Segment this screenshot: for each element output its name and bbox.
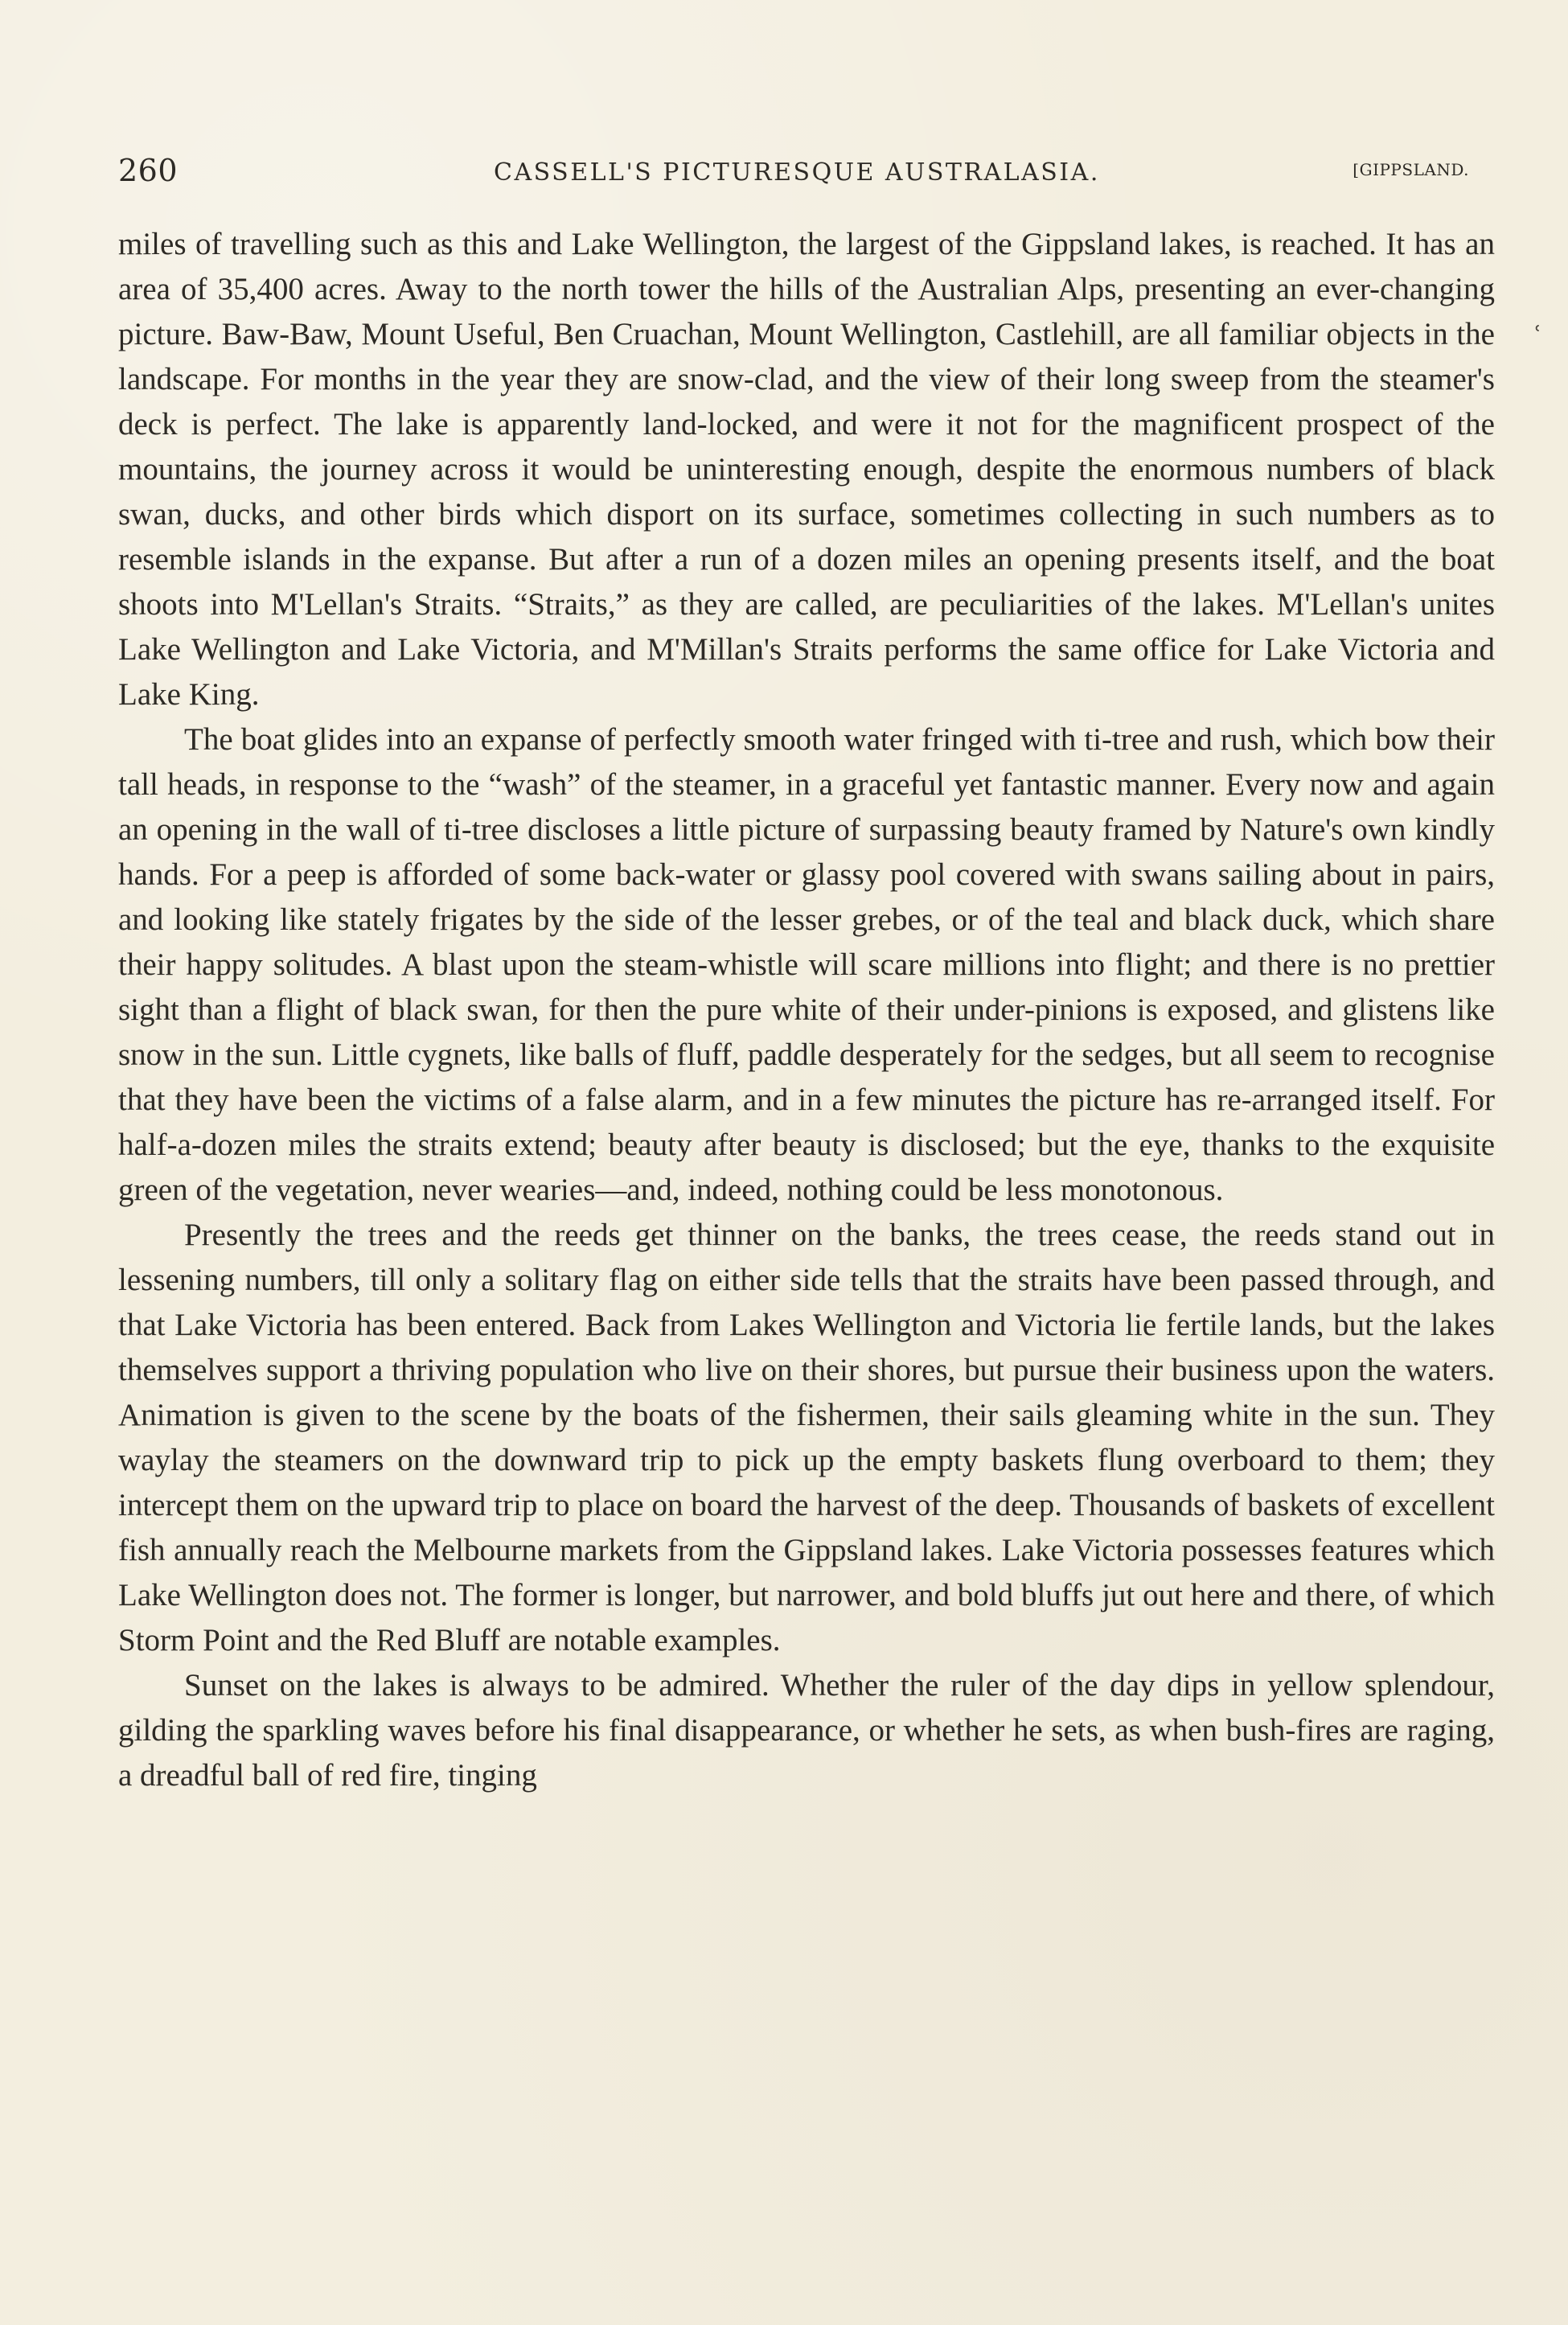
section-label: [GIPPSLAND. <box>1353 160 1469 179</box>
margin-mark: ʿ <box>1534 322 1542 350</box>
paragraph-3: Presently the trees and the reeds get thinner on the banks, the trees cease, the reeds stand out in lessening numbers, till only a solitary flag on either side tells that the straits have been passed through, and that Lake Victoria has been entered. Back from Lakes Wellington and Victoria lie fertile lands, but the lakes themselves support a thriving population who live on their shores, but pursue their business upon the waters. Animation is given to the scene by the boats of the fishermen, their sails gleaming white in the sun. They waylay the steamers on the downward trip to pick up the empty baskets flung overboard to them; they intercept them on the upward trip to place on board the harvest of the deep. Thousands of baskets of excellent fish annually reach the Melbourne markets from the Gippsland lakes. Lake Victoria possesses features which Lake Wellington does not. The former is longer, but narrower, and bold bluffs jut out here and there, of which Storm Point and the Red Bluff are notable examples. <box>118 1218 1495 1657</box>
paragraph-2: The boat glides into an expanse of perfectly smooth water fringed with ti-tree and rush, which bow their tall heads, in response to the “wash” of the steamer, in a graceful yet fantastic manner. Every now and again an opening in the wall of ti-tree discloses a little picture of surpassing beauty framed by Nature's own kindly hands. For a peep is afforded of some back-water or glassy pool covered with swans sailing about in pairs, and looking like stately frigates by the side of the lesser grebes, or of the teal and black duck, which share their happy solitudes. A blast upon the steam-whistle will scare millions into flight; and there is no prettier sight than a flight of black swan, for then the pure white of their under-pinions is exposed, and glistens like snow in the sun. Little cygnets, like balls of fluff, paddle desperately for the sedges, but all seem to recognise that they have been the victims of a false alarm, and in a few minutes the picture has re-arranged itself. For half-a-dozen miles the straits extend; beauty after beauty is disclosed; but the eye, thanks to the exquisite green of the vegetation, never wearies—and, indeed, nothing could be less monotonous. <box>118 722 1495 1207</box>
page-number: 260 <box>118 153 179 188</box>
body-text <box>118 222 1495 1798</box>
page-header <box>118 155 1469 203</box>
paragraph-4: Sunset on the lakes is always to be admired. Whether the ruler of the day dips in yellow splendour, gilding the sparkling waves before his final disappearance, or whether he sets, as when bush-fires are raging, a dreadful ball of red fire, tinging <box>118 1668 1495 1793</box>
running-title: CASSELL'S PICTURESQUE AUSTRALASIA. <box>494 158 1100 187</box>
paragraph-1: miles of travelling such as this and Lake Wellington, the largest of the Gippsland lakes, is reached. It has an area of 35,400 acres. Away to the north tower the hills of the Australian Alps, presenting an ever-changing picture. Baw-Baw, Mount Useful, Ben Cruachan, Mount Wellington, Castlehill, are all familiar objects in the landscape. For months in the year they are snow-clad, and the view of their long sweep from the steamer's deck is perfect. The lake is apparently land-locked, and were it not for the magnificent prospect of the mountains, the journey across it would be uninteresting enough, despite the enormous numbers of black swan, ducks, and other birds which disport on its surface, sometimes collecting in such numbers as to resemble islands in the expanse. But after a run of a dozen miles an opening presents itself, and the boat shoots into M'Lellan's Straits. “Straits,” as they are called, are peculiarities of the lakes. M'Lellan's unites Lake Wellington and Lake Victoria, and M'Millan's Straits performs the same office for Lake Victoria and Lake King. <box>118 227 1495 712</box>
